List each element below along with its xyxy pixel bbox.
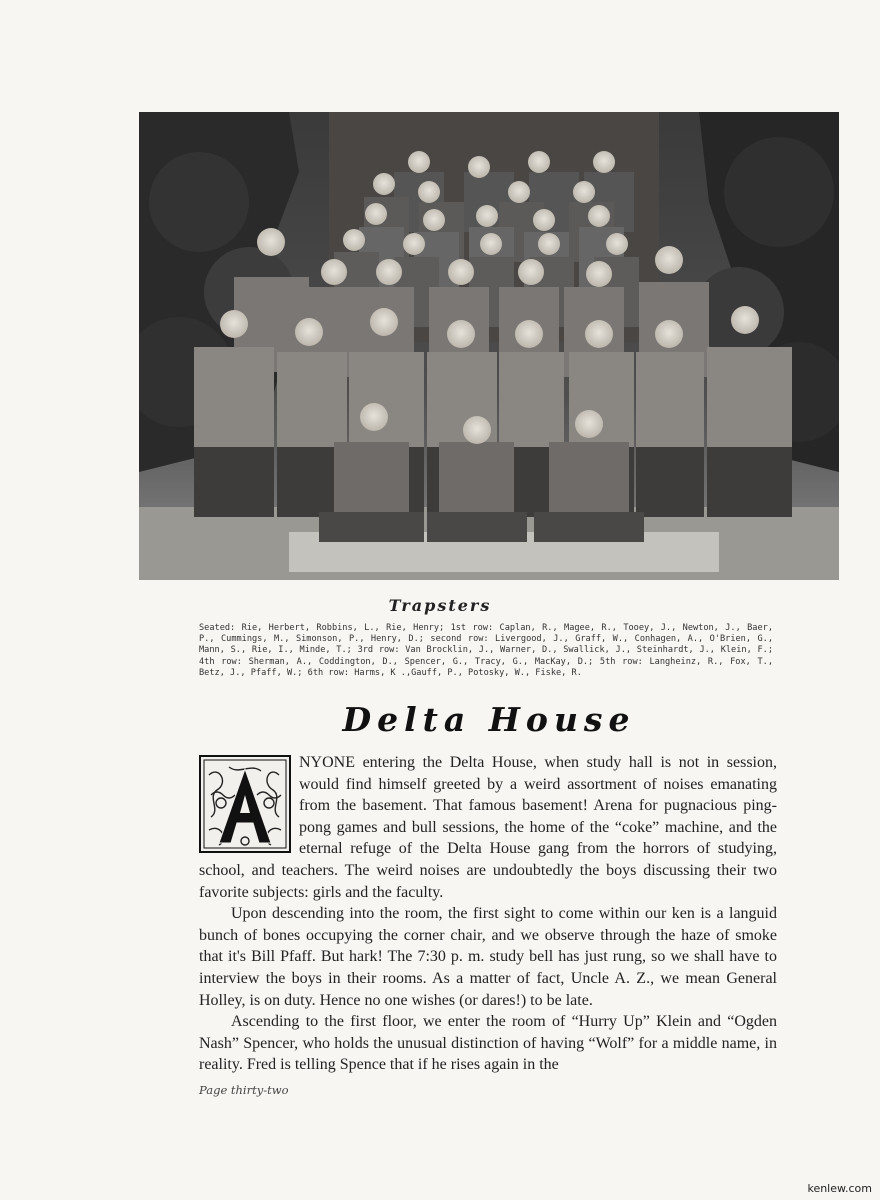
article-paragraph: Ascending to the first floor, we enter the room of “Hurry Up” Klein and “Ogden Nash” Spencer, who holds the unusual distinction of having “Wolf” for a middle name, in reality. Fred is telling Spence that if he rises again in the xyxy=(199,1013,777,1074)
article-paragraph: Upon descending into the room, the first sight to come within our ken is a languid bunch of bones occupying the corner chair, and we observe through the haze of smoke that it's Bill Pfaff. But hark! The 7:30 p. m. study bell has just rung, so we shall have to interview the boys in their rooms. As a matter of fact, Uncle A. Z., we mean General Holley, is on duty. Hence no one wishes (or dares!) to be late. xyxy=(199,905,777,1009)
ornamental-letter-a-icon xyxy=(199,755,291,853)
photo-caption-title: Trapsters xyxy=(388,596,492,615)
article-body xyxy=(199,752,777,1076)
page-number: Page thirty-two xyxy=(199,1083,289,1097)
article-paragraph: NYONE entering the Delta House, when study hall is not in session, would find himself greeted by a weird assortment of noises emanating from the basement. That famous basement! Arena for pugnacious ping-pong games and bull sessions, the home of the “coke” machine, and the eternal refuge of the Delta House gang from the horrors of studying, school, and teachers. The weird noises are undoubtedly the boys discussing their two favorite subjects: girls and the faculty. xyxy=(199,754,777,901)
photo-caption-names: Seated: Rie, Herbert, Robbins, L., Rie, Henry; 1st row: Caplan, R., Magee, R., Tooey, J., Newton, J., Baer, P., Cummings, M., Simonson, P., Henry, D.; second row: Livergood, J., Graff, W., Conhagen, A., O'Brien, G., Mann, S., Rie, I., Minde, T.; 3rd row: Van Brocklin, J., Warner, D., Swallick, J., Steinhardt, J., Klein, F.; 4th row: Sherman, A., Coddington, D., Spencer, G., Tracy, G., MacKay, D.; 5th row: Langheinz, R., Fox, T., Betz, J., Pfaff, W.; 6th row: Harms, K .,Gauff, P., Potosky, W., Fiske, R. xyxy=(199,623,773,678)
article-title: Delta House xyxy=(342,700,636,739)
group-photo-icon xyxy=(139,112,839,580)
site-watermark: kenlew.com xyxy=(807,1182,872,1195)
group-photo xyxy=(139,112,839,580)
